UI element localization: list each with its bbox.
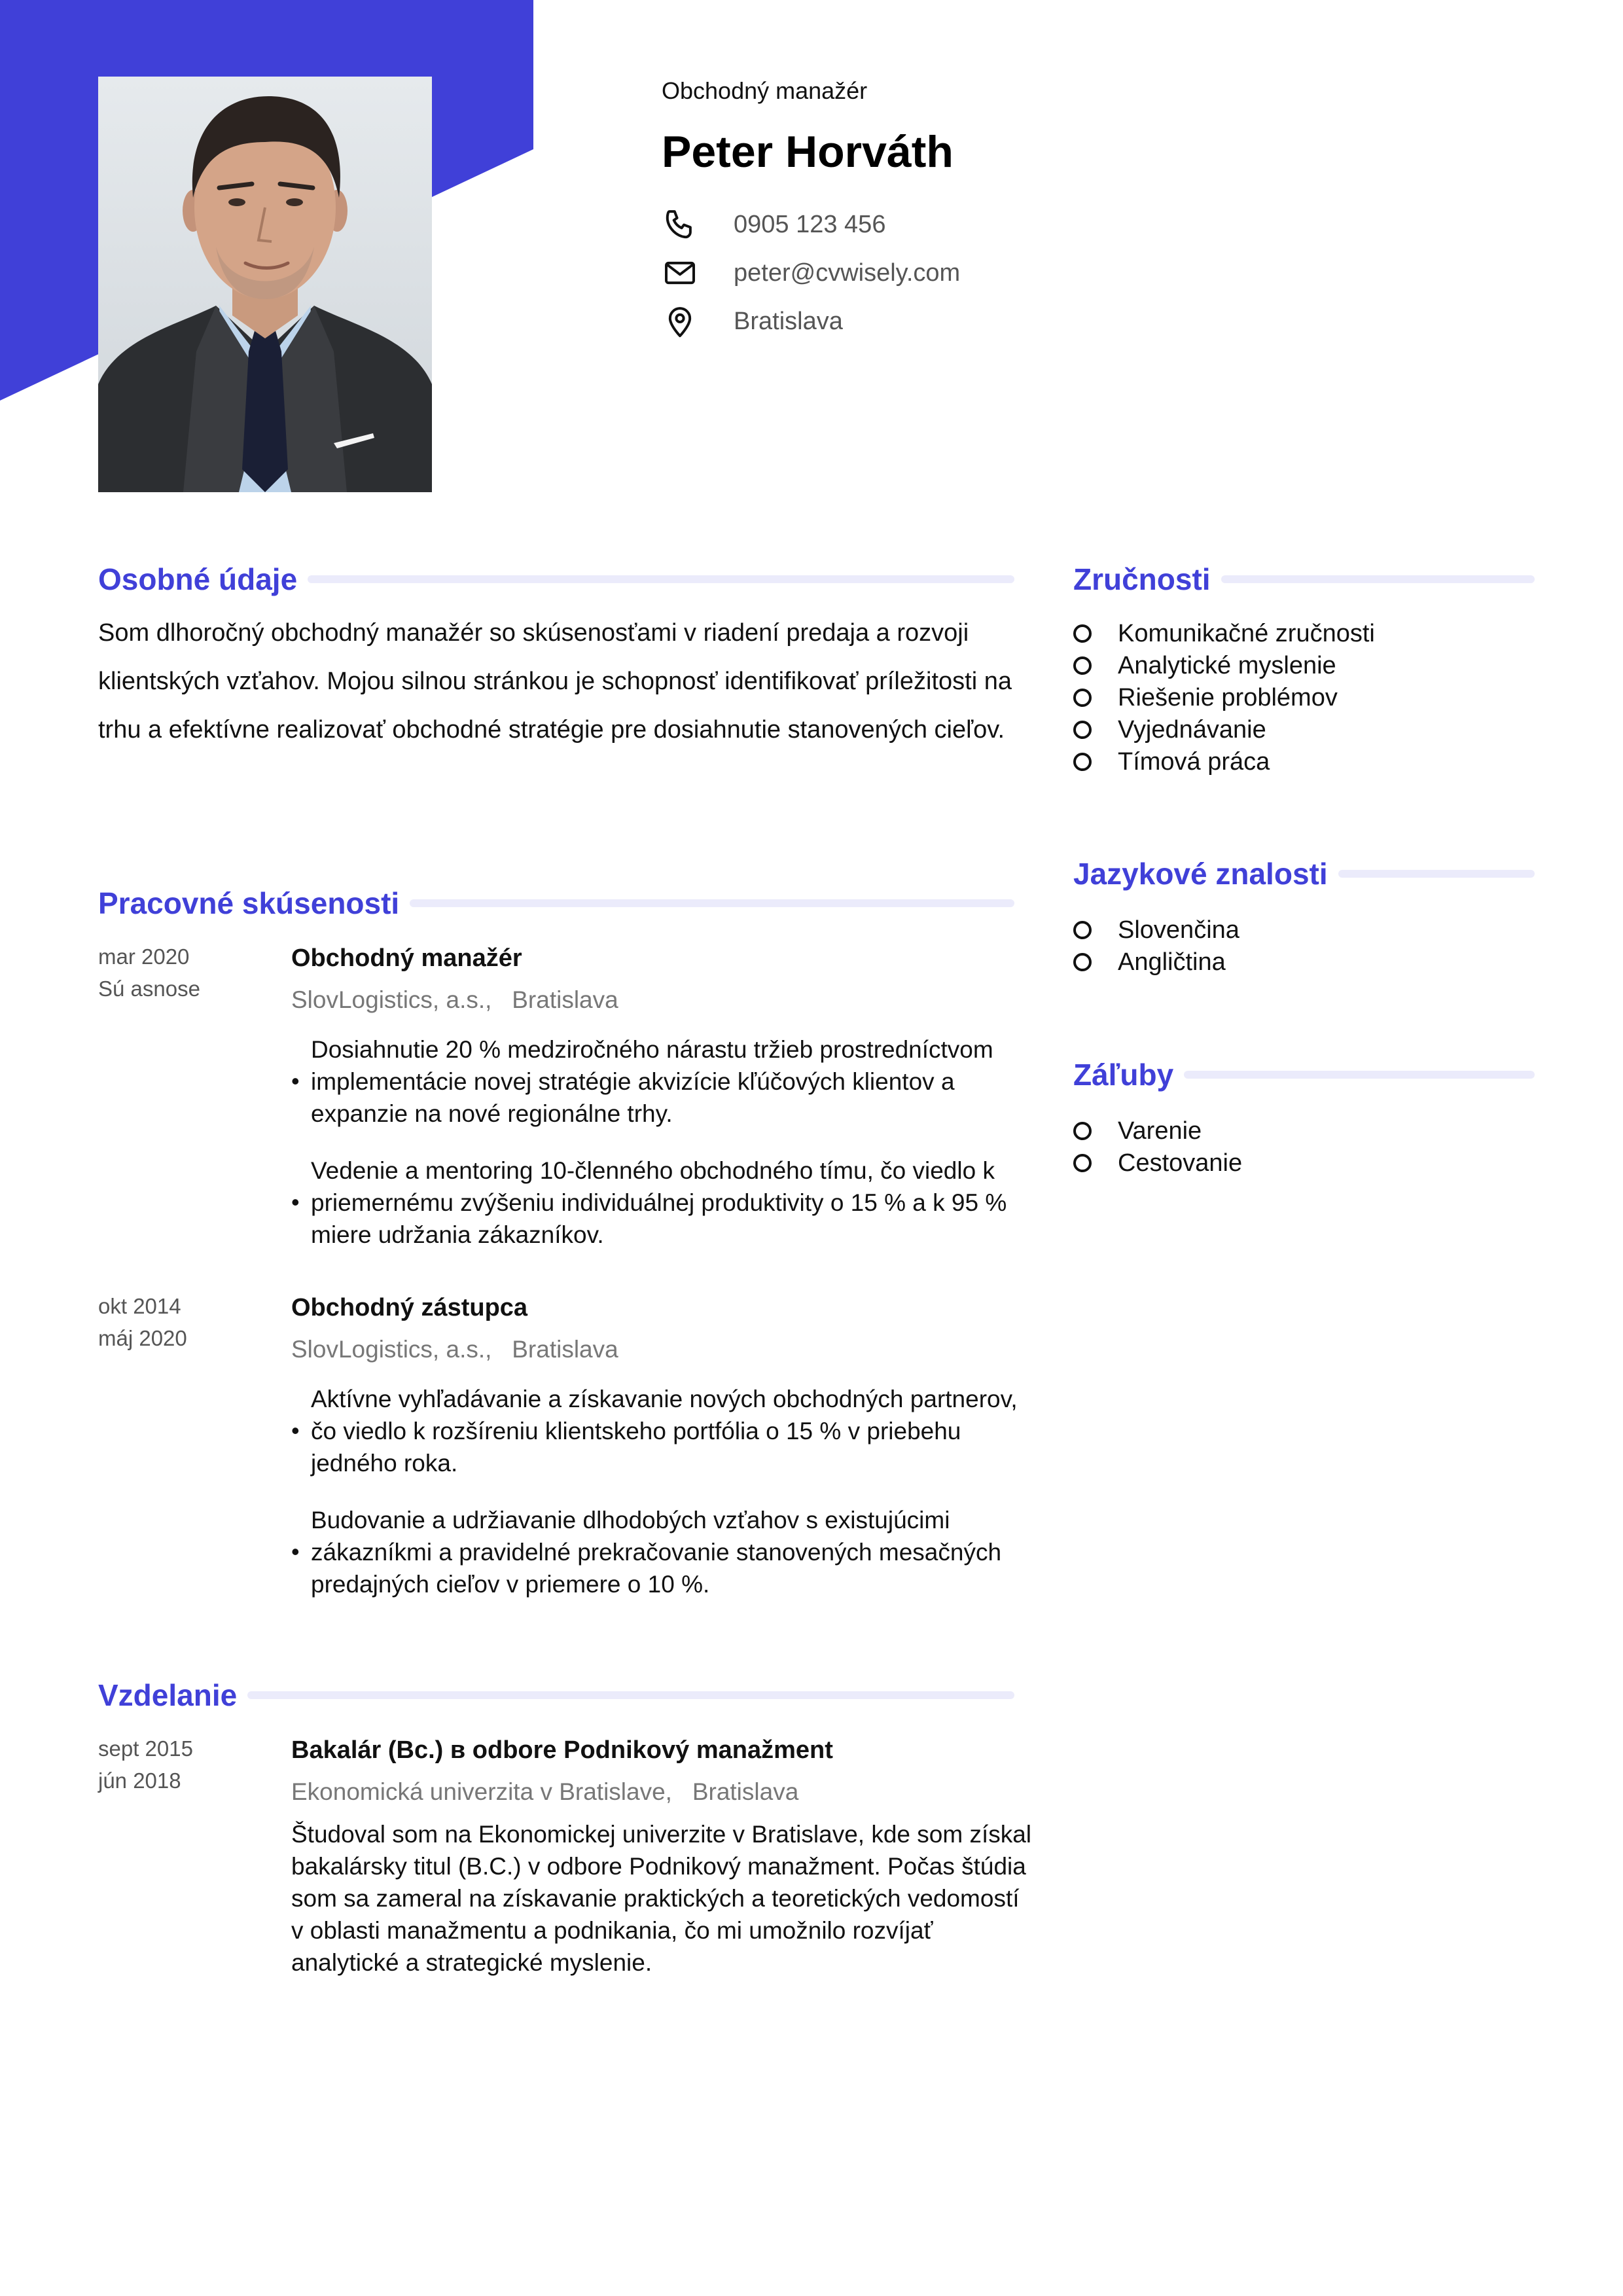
job-end-date: máj 2020 [98, 1326, 187, 1350]
section-divider [410, 899, 1014, 907]
bullet-circle-icon [1073, 689, 1092, 707]
section-languages-header [1073, 854, 1535, 893]
email-icon [662, 255, 706, 291]
job-end-date: Sú asnose [98, 977, 200, 1001]
job-company-line [291, 986, 618, 1014]
skill-item [1073, 617, 1375, 650]
phone-text[interactable]: 0905 123 456 [734, 210, 886, 238]
bullet-text: Vedenie a mentoring 10-členného obchodného tímu, čo viedlo k priemernému zvýšeniu individuálnej produktivity o 15 % a k 95 % miere udržania zákazníkov. [311, 1157, 1007, 1248]
hobby-item [1073, 1115, 1202, 1147]
language-item [1073, 914, 1240, 946]
section-hobbies-header [1073, 1055, 1535, 1094]
job-company: SlovLogistics, a.s., [291, 986, 492, 1013]
language-item [1073, 946, 1226, 978]
bullet-marker: • [291, 1417, 300, 1444]
section-skills-header [1073, 560, 1535, 599]
edu-description: Študoval som na Ekonomickej univerzite v Bratislave, kde som získal bakalársky titul (B.C.) v odbore Podnikový manažment. Počas štúdia som sa zameral na získavanie praktických a teoretických vedomostí v oblasti manažmentu a podnikania, čo mi umožnilo rozvíjať analytické a strategické myslenie. [291, 1821, 1032, 1976]
job-city: Bratislava [512, 1336, 618, 1363]
job-bullet [291, 1503, 1057, 1601]
section-divider [308, 575, 1014, 583]
section-title: Záľuby [1073, 1058, 1174, 1092]
skill-label: Komunikačné zručnosti [1118, 619, 1375, 647]
hobby-item [1073, 1147, 1242, 1179]
section-title: Jazykové znalosti [1073, 857, 1328, 891]
hobby-label: Varenie [1118, 1117, 1202, 1145]
edu-end-date: jún 2018 [98, 1768, 181, 1793]
edu-city: Bratislava [692, 1778, 799, 1805]
bullet-circle-icon [1073, 624, 1092, 643]
section-title: Zručnosti [1073, 562, 1211, 596]
candidate-name: Peter Horváth [662, 127, 954, 177]
edu-school-line [291, 1778, 798, 1806]
skill-item [1073, 745, 1270, 778]
section-divider [1338, 870, 1535, 878]
contact-location [662, 302, 843, 341]
bullet-circle-icon [1073, 1154, 1092, 1172]
contact-phone [662, 205, 885, 244]
language-label: Slovenčina [1118, 916, 1240, 944]
job-start-date: mar 2020 [98, 944, 190, 969]
section-divider [1221, 575, 1535, 583]
section-title: Pracovné skúsenosti [98, 886, 400, 920]
profile-photo [98, 77, 432, 492]
job-bullet [291, 1153, 1057, 1251]
job-company: SlovLogistics, a.s., [291, 1336, 492, 1363]
section-experience-header [98, 884, 1014, 923]
hobby-label: Cestovanie [1118, 1149, 1243, 1177]
email-text[interactable]: peter@cvwisely.com [734, 259, 961, 287]
bullet-text: Aktívne vyhľadávanie a získavanie nových obchodných partnerov, čo viedlo k rozšíreniu klientskeho portfólia o 15 % v priebehu jedného roka. [311, 1385, 1018, 1477]
position-title: Obchodný manažér [662, 77, 868, 104]
bullet-marker: • [291, 1067, 300, 1094]
bullet-circle-icon [1073, 953, 1092, 971]
section-divider [247, 1691, 1014, 1699]
bullet-marker: • [291, 1538, 300, 1565]
edu-start-date: sept 2015 [98, 1736, 193, 1761]
edu-school: Ekonomická univerzita v Bratislave, [291, 1778, 672, 1805]
job-bullet [291, 1382, 1057, 1480]
contact-email [662, 253, 960, 293]
personal-summary: Som dlhoročný obchodný manažér so skúsenosťami v riadení predaja a rozvoji klientských vzťahov. Mojou silnou stránkou je schopnosť identifikovať príležitosti na trhu a efektívne realizovať obchodné stratégie pre dosiahnutie stanovených cieľov. [98, 619, 1012, 744]
job-role: Obchodný manažér [291, 944, 522, 972]
skill-label: Riešenie problémov [1118, 683, 1338, 711]
edu-degree: Bakalár (Bc.) в odbore Podnikový manažment [291, 1736, 833, 1764]
skill-item [1073, 649, 1336, 682]
bullet-text: Dosiahnutie 20 % medziročného nárastu tržieb prostredníctvom implementácie novej stratégie akvizície kľúčových klientov a expanzie na nové regionálne trhy. [311, 1035, 993, 1127]
phone-icon [662, 206, 706, 243]
bullet-text: Budovanie a udržiavanie dlhodobých vzťahov s existujúcimi zákazníkmi a pravidelné prekračovanie stanovených mesačných predajných cieľov v priemere o 10 %. [311, 1506, 1002, 1598]
skill-item [1073, 681, 1338, 714]
section-education-header [98, 1676, 1014, 1715]
skill-label: Analytické myslenie [1118, 651, 1336, 679]
bullet-circle-icon [1073, 1122, 1092, 1140]
bullet-circle-icon [1073, 921, 1092, 939]
job-company-line [291, 1336, 618, 1363]
bullet-circle-icon [1073, 721, 1092, 739]
location-pin-icon [662, 303, 706, 340]
language-label: Angličtina [1118, 948, 1226, 976]
section-personal-header [98, 560, 1014, 599]
bullet-circle-icon [1073, 656, 1092, 675]
skill-label: Vyjednávanie [1118, 715, 1266, 744]
section-title: Osobné údaje [98, 562, 298, 596]
job-role: Obchodný zástupca [291, 1294, 528, 1321]
skill-label: Tímová práca [1118, 747, 1270, 776]
job-bullet [291, 1032, 1057, 1130]
job-start-date: okt 2014 [98, 1294, 181, 1318]
bullet-circle-icon [1073, 753, 1092, 771]
bullet-marker: • [291, 1189, 300, 1215]
skill-item [1073, 713, 1266, 746]
section-title: Vzdelanie [98, 1678, 238, 1712]
job-city: Bratislava [512, 986, 618, 1013]
location-text: Bratislava [734, 307, 843, 335]
section-divider [1184, 1071, 1535, 1079]
